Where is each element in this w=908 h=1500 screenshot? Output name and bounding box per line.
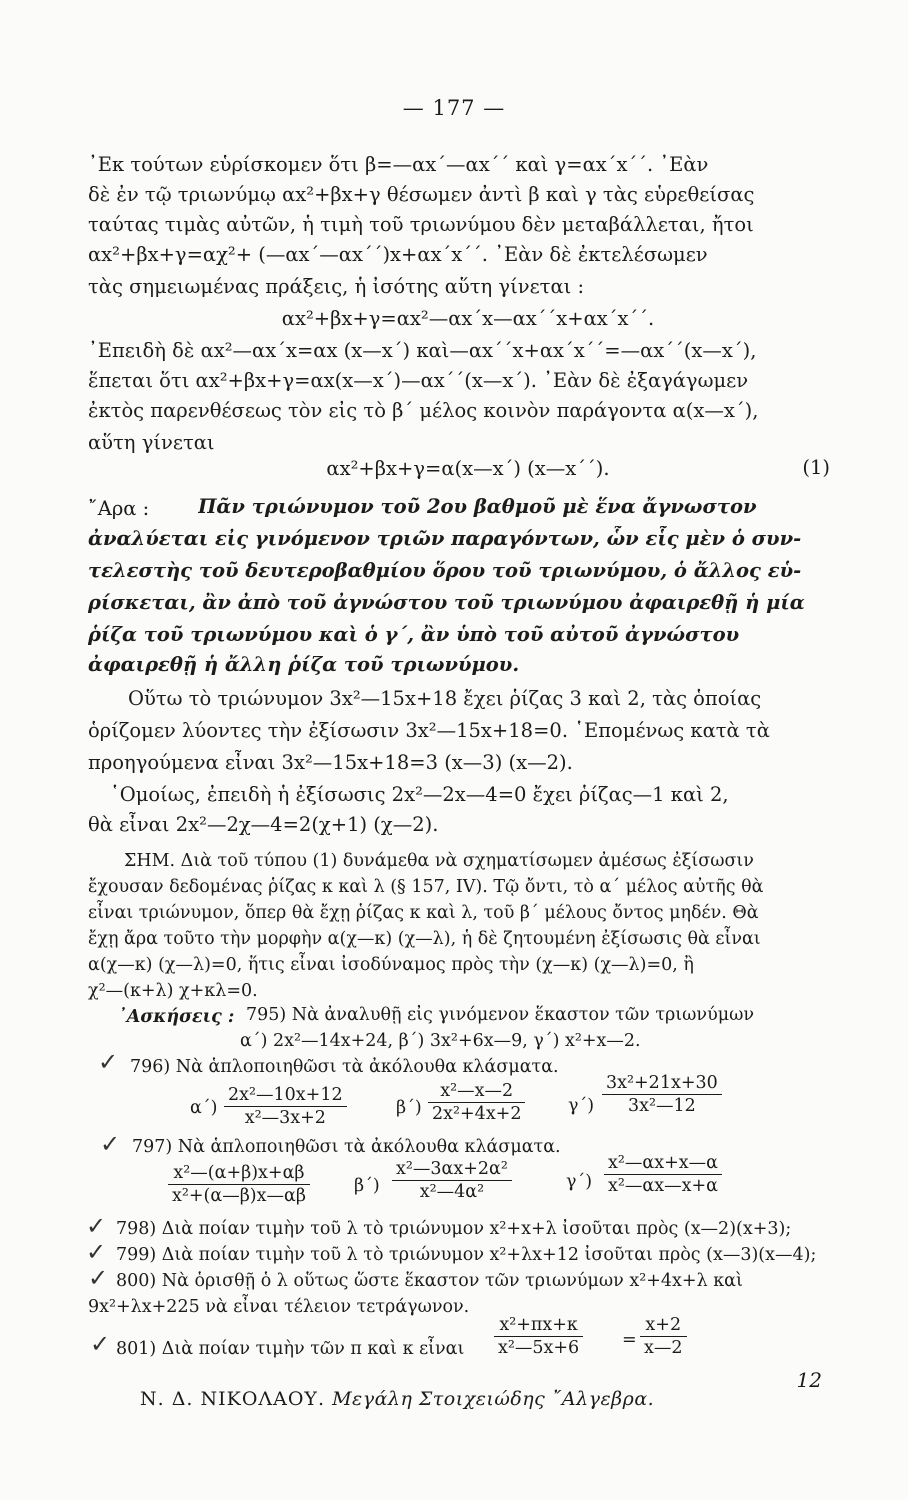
denominator: x²—5x+6 xyxy=(498,1338,580,1358)
note-line: ἔχῃ ἄρα τοῦτο τὴν μορφὴν α(χ—κ) (χ—λ), ἡ δὲ ζητουμένη ἐξίσωσις θὰ εἶναι xyxy=(88,929,761,949)
equation-line: αx²+βx+γ=αx²—αx΄x—αx΄΄x+αx΄x΄΄. xyxy=(281,307,655,330)
text-line: ᾿Επειδὴ δὲ αx²—αx΄x=αx (x—x΄) καὶ—αx΄΄x+αx΄x΄΄=—αx΄΄(x—x΄), xyxy=(88,339,757,362)
theorem-line: τελεστὴς τοῦ δευτεροβαθμίου ὅρου τοῦ τριωνύμου, ὁ ἄλλος εὑ- xyxy=(88,559,802,582)
exercise-795: 795) Νὰ ἀναλυθῇ εἰς γινόμενον ἕκαστον τῶν τριωνύμων xyxy=(246,1005,754,1025)
check-mark-icon: ✓ xyxy=(98,1048,119,1076)
denominator: x²—αx—x+α xyxy=(608,1176,718,1196)
label-a: α΄) xyxy=(190,1098,218,1118)
exercise-796: 796) Νὰ ἁπλοποιηθῶσι τὰ ἀκόλουθα κλάσματα. xyxy=(130,1057,559,1077)
theorem-line: ἀφαιρεθῇ ἡ ἄλλη ῥίζα τοῦ τριωνύμου. xyxy=(88,653,520,676)
numerator: x+2 xyxy=(640,1314,687,1337)
label-b: β΄) xyxy=(396,1098,422,1118)
check-mark-icon: ✓ xyxy=(100,1130,121,1158)
text-line: Οὕτω τὸ τριώνυμον 3x²—15x+18 ἔχει ῥίζας 3 καὶ 2, τὰς ὁποίας xyxy=(128,687,762,710)
numerator: x²—x—2 xyxy=(428,1080,525,1103)
exercise-799: 799) Διὰ ποίαν τιμὴν τοῦ λ τὸ τριώνυμον x²+λx+12 ἰσοῦται πρὸς (x—3)(x—4); xyxy=(116,1245,817,1265)
fraction-801-left xyxy=(494,1314,583,1359)
text-line: ῎Αρα : xyxy=(88,497,150,520)
fraction-797-a xyxy=(168,1162,310,1207)
numerator: x²+πx+κ xyxy=(494,1314,583,1337)
theorem-line: Πᾶν τριώνυμον τοῦ 2ου βαθμοῦ μὲ ἕνα ἄγνωστον xyxy=(198,495,757,518)
fraction-797-b xyxy=(392,1158,512,1203)
label-b: β΄) xyxy=(354,1176,380,1196)
note-line: ΣΗΜ. Διὰ τοῦ τύπου (1) δυνάμεθα νὰ σχηματίσωμεν ἀμέσως ἐξίσωσιν xyxy=(124,851,754,871)
denominator: x²—3x+2 xyxy=(244,1108,326,1128)
check-mark-icon: ✓ xyxy=(88,1264,109,1292)
numerator: 3x²+21x+30 xyxy=(602,1072,722,1095)
label-c: γ΄) xyxy=(566,1172,593,1192)
check-mark-icon: ✓ xyxy=(86,1212,107,1240)
fraction-796-b xyxy=(428,1080,525,1125)
numerator: x²—αx+x—α xyxy=(604,1152,722,1175)
footer xyxy=(140,1388,654,1410)
text-line: αὕτη γίνεται xyxy=(88,431,215,454)
theorem-line: ρίσκεται, ἂν ἀπὸ τοῦ ἀγνώστου τοῦ τριωνύμου ἀφαιρεθῇ ἡ μία xyxy=(88,591,805,614)
exercise-798: 798) Διὰ ποίαν τιμὴν τοῦ λ τὸ τριώνυμον x²+x+λ ἰσοῦται πρὸς (x—2)(x+3); xyxy=(116,1219,792,1239)
text-line: δὲ ἐν τῷ τριωνύμῳ αx²+βx+γ θέσωμεν ἀντὶ β καὶ γ τὰς εὑρεθείσας xyxy=(88,183,755,206)
exercise-795-items: α΄) 2x²—14x+24, β΄) 3x²+6x—9, γ΄) x²+x—2. xyxy=(240,1031,641,1051)
page-number: — 177 — xyxy=(402,96,506,120)
equation-number: (1) xyxy=(802,456,830,479)
note-line: ἔχουσαν δεδομένας ῥίζας κ καὶ λ (§ 157, IV). Τῷ ὄντι, τὸ α΄ μέλος αὐτῆς θὰ xyxy=(88,877,764,897)
text-line: αx²+βx+γ=αχ²+ (—αx΄—αx΄΄)x+αx΄x΄΄. ᾿Εὰν δὲ ἐκτελέσωμεν xyxy=(88,243,708,266)
denominator: x²+(α—β)x—αβ xyxy=(172,1186,306,1206)
fraction-796-a xyxy=(224,1084,347,1129)
text-line: προηγούμενα εἶναι 3x²—15x+18=3 (x—3) (x—2). xyxy=(88,751,573,774)
text-line: θὰ εἶναι 2x²—2χ—4=2(χ+1) (χ—2). xyxy=(88,813,439,836)
fraction-797-c xyxy=(604,1152,722,1197)
note-line: χ²—(κ+λ) χ+κλ=0. xyxy=(88,981,258,1001)
check-mark-icon: ✓ xyxy=(86,1238,107,1266)
exercise-800: 800) Νὰ ὁρισθῇ ὁ λ οὕτως ὥστε ἕκαστον τῶν τριωνύμων x²+4x+λ καὶ xyxy=(116,1271,743,1291)
text-line: τὰς σημειωμένας πράξεις, ἡ ἰσότης αὕτη γίνεται : xyxy=(88,275,585,298)
check-mark-icon: ✓ xyxy=(90,1330,111,1358)
theorem-line: ἀναλύεται εἰς γινόμενον τριῶν παραγόντων, ὧν εἷς μὲν ὁ συν- xyxy=(88,527,802,550)
footer-author: Ν. Δ. ΝΙΚΟΛΑΟΥ. xyxy=(140,1388,326,1410)
text-line: ἕπεται ὅτι αx²+βx+γ=αx(x—x΄)—αx΄΄(x—x΄). ᾿Εὰν δὲ ἐξαγάγωμεν xyxy=(88,369,749,392)
theorem-line: ῥίζα τοῦ τριωνύμου καὶ ὁ γ΄, ἂν ὑπὸ τοῦ αὐτοῦ ἀγνώστου xyxy=(88,623,740,646)
text-line: ἐκτὸς παρενθέσεως τὸν εἰς τὸ β΄ μέλος κοινὸν παράγοντα α(x—x΄), xyxy=(88,399,759,422)
exercises-heading: ᾿Ασκήσεις : xyxy=(118,1007,235,1027)
note-line: εἶναι τριώνυμον, ὅπερ θὰ ἔχῃ ῥίζας κ καὶ λ, τοῦ β΄ μέλους ὄντος μηδέν. Θὰ xyxy=(88,903,759,923)
denominator: 2x²+4x+2 xyxy=(432,1104,522,1124)
fraction-801-right xyxy=(640,1314,687,1359)
exercise-801: 801) Διὰ ποίαν τιμὴν τῶν π καὶ κ εἶναι xyxy=(116,1339,465,1359)
text-line: ῾Ομοίως, ἐπειδὴ ἡ ἐξίσωσις 2x²—2x—4=0 ἔχει ῥίζας—1 καὶ 2, xyxy=(110,783,729,806)
signature-mark: 12 xyxy=(796,1368,822,1392)
text-line: ὁρίζομεν λύοντες τὴν ἐξίσωσιν 3x²—15x+18=0. ῾Επομένως κατὰ τὰ xyxy=(88,719,770,742)
text-line: ᾿Εκ τούτων εὑρίσκομεν ὅτι β=—αx΄—αx΄΄ καὶ γ=αx΄x΄΄. ᾿Εὰν xyxy=(88,153,709,176)
numerator: x²—(α+β)x+αβ xyxy=(168,1162,310,1185)
text-line: ταύτας τιμὰς αὐτῶν, ἡ τιμὴ τοῦ τριωνύμου δὲν μεταβάλλεται, ἤτοι xyxy=(88,213,754,236)
numerator: x²—3αx+2α² xyxy=(392,1158,512,1181)
equals-sign: = xyxy=(622,1330,637,1350)
denominator: x²—4α² xyxy=(419,1182,485,1202)
denominator: 3x²—12 xyxy=(627,1096,696,1116)
fraction-796-c xyxy=(602,1072,722,1117)
numerator: 2x²—10x+12 xyxy=(224,1084,347,1107)
note-line: α(χ—κ) (χ—λ)=0, ἥτις εἶναι ἰσοδύναμος πρὸς τὴν (χ—κ) (χ—λ)=0, ἢ xyxy=(88,955,694,975)
equation-1: αx²+βx+γ=α(x—x΄) (x—x΄΄). xyxy=(326,457,610,480)
label-c: γ΄) xyxy=(568,1096,595,1116)
exercise-800-cont: 9x²+λx+225 νὰ εἶναι τέλειον τετράγωνον. xyxy=(88,1297,470,1317)
footer-title: Μεγάλη Στοιχειώδης ῎Αλγεβρα. xyxy=(332,1388,655,1410)
exercise-797: 797) Νὰ ἁπλοποιηθῶσι τὰ ἀκόλουθα κλάσματα. xyxy=(132,1137,561,1157)
denominator: x—2 xyxy=(644,1338,683,1358)
